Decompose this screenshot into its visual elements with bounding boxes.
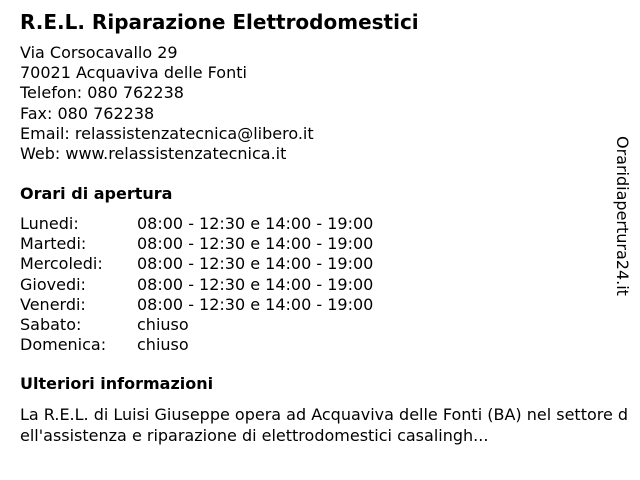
further-info-heading: Ulteriori informazioni [20,374,214,393]
opening-hours-heading: Orari di apertura [20,184,173,203]
hours-row-thursday [20,275,373,295]
contact-block [20,43,314,164]
hours-row-sunday [20,335,373,355]
hours-value: 08:00 - 12:30 e 14:00 - 19:00 [137,294,374,314]
hours-row-saturday [20,315,373,335]
hours-row-friday [20,295,373,315]
hours-row-wednesday [20,254,373,274]
watermark-text: Oraridiapertura24.it [613,136,632,296]
hours-value: 08:00 - 12:30 e 14:00 - 19:00 [137,254,374,274]
day-label: Lunedi: [20,214,79,233]
further-info-text: La R.E.L. di Luisi Giuseppe opera ad Acquaviva delle Fonti (BA) nel settore dell'assistenza e riparazione di elettrodomestici casalingh... [20,405,629,445]
address-city: 70021 Acquaviva delle Fonti [20,63,247,83]
email-address: Email: relassistenzatecnica@libero.it [20,123,314,143]
phone-number: Telefon: 080 762238 [20,83,184,103]
business-name: R.E.L. Riparazione Elettrodomestici [20,10,419,34]
address-street: Via Corsocavallo 29 [20,43,178,62]
watermark [603,136,639,312]
opening-hours-table [20,214,373,355]
fax-number: Fax: 080 762238 [20,103,155,123]
day-label: Venerdi: [20,294,86,314]
hours-value: 08:00 - 12:30 e 14:00 - 19:00 [137,214,374,233]
hours-value: 08:00 - 12:30 e 14:00 - 19:00 [137,234,374,254]
website: Web: www.relassistenzatecnica.it [20,144,287,164]
day-label: Giovedi: [20,274,86,294]
day-label: Martedi: [20,234,87,254]
day-label: Mercoledi: [20,254,103,274]
hours-value: chiuso [137,335,189,355]
hours-row-tuesday [20,234,373,254]
hours-value: chiuso [137,315,189,335]
day-label: Domenica: [20,335,107,355]
hours-value: 08:00 - 12:30 e 14:00 - 19:00 [137,274,374,294]
day-label: Sabato: [20,315,82,335]
hours-row-monday [20,214,373,234]
